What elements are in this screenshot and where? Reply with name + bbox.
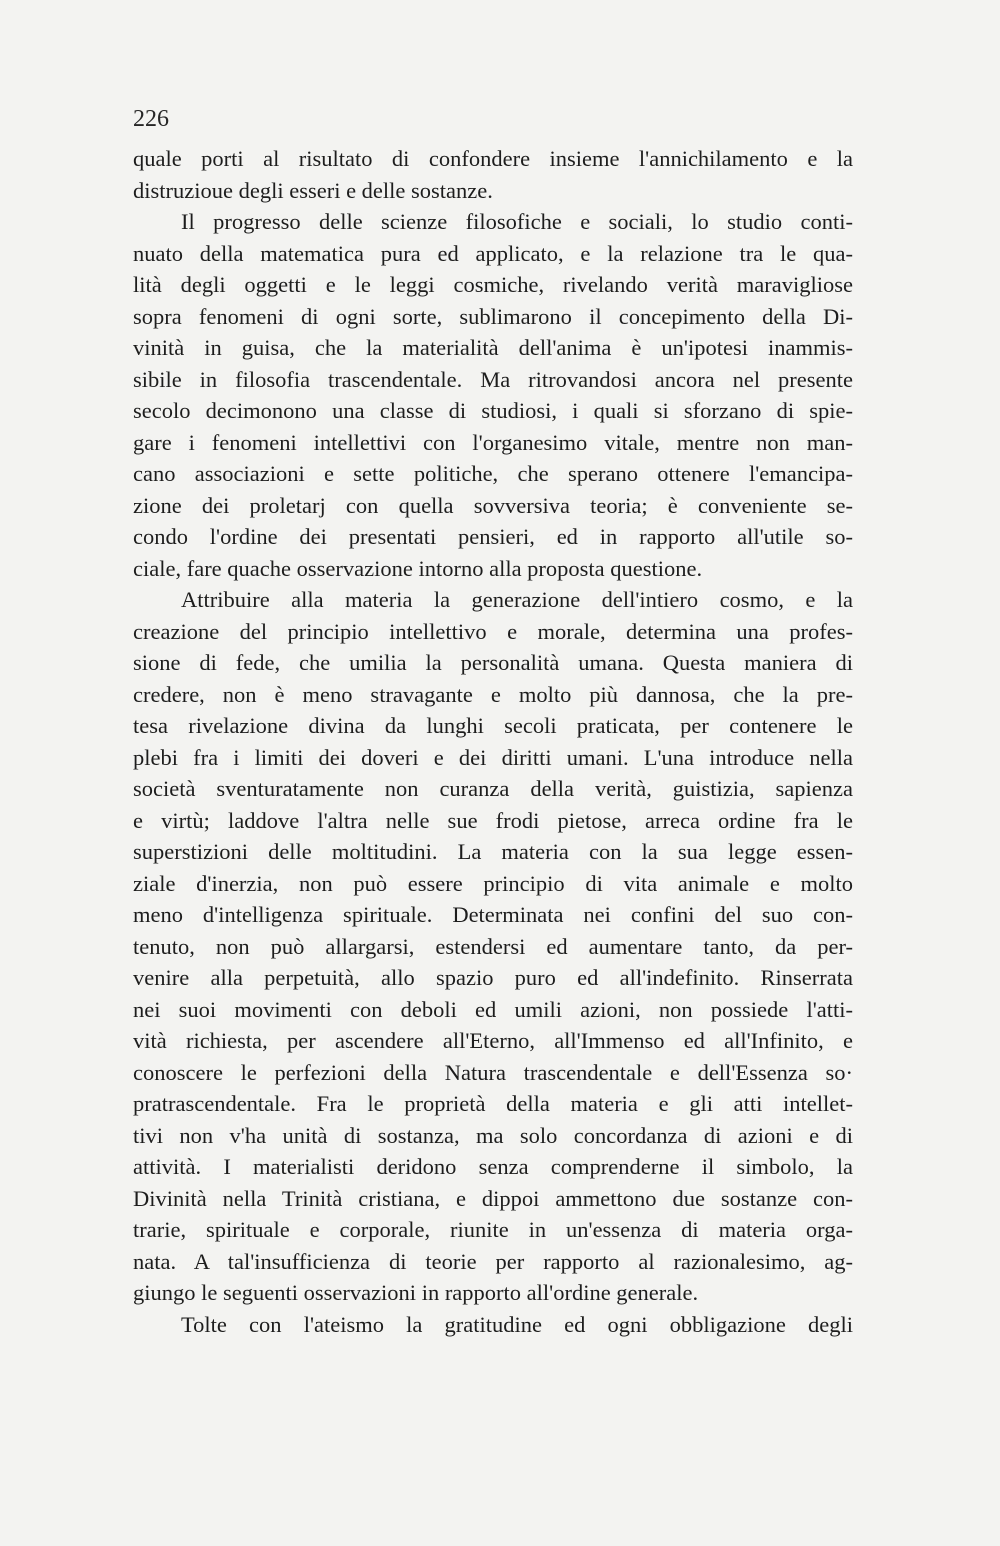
text-line: credere, non è meno stravagante e molto più dannosa, che la pre- (133, 681, 853, 707)
text-line: conoscere le perfezioni della Natura trascendentale e dell'Essenza so· (133, 1059, 853, 1085)
text-line: secolo decimonono una classe di studiosi, i quali si sforzano di spie- (133, 398, 853, 423)
text-line: distruzioue degli esseri e delle sostanze. (133, 177, 493, 203)
text-line: trarie, spirituale e corporale, riunite in un'essenza di materia orga- (133, 1217, 853, 1242)
text-line: tivi non v'ha unità di sostanza, ma solo concordanza di azioni e di (133, 1122, 853, 1148)
text-line: Divinità nella Trinità cristiana, e dippoi ammettono due sostanze con- (133, 1185, 853, 1211)
text-line: creazione del principio intellettivo e morale, determina una profes- (133, 618, 853, 644)
text-line: quale porti al risultato di confondere insieme l'annichilamento e la (133, 146, 853, 171)
text-line: Il progresso delle scienze filosofiche e sociali, lo studio conti- (181, 209, 853, 234)
text-line: cano associazioni e sette politiche, che sperano ottenere l'emancipa- (133, 461, 853, 486)
text-line: vinità in guisa, che la materialità dell'anima è un'ipotesi inammis- (133, 335, 853, 360)
text-line: superstizioni delle moltitudini. La materia con la sua legge essen- (133, 839, 853, 864)
text-line: venire alla perpetuità, allo spazio puro ed all'indefinito. Rinserrata (133, 965, 853, 990)
body-text (133, 143, 853, 1340)
text-line: attività. I materialisti deridono senza comprenderne il simbolo, la (133, 1154, 853, 1179)
text-line: condo l'ordine dei presentati pensieri, ed in rapporto all'utile so- (133, 524, 853, 549)
text-line: pratrascendentale. Fra le proprietà della materia e gli atti intellet- (133, 1091, 853, 1116)
text-line: Attribuire alla materia la generazione dell'intiero cosmo, e la (181, 587, 853, 612)
text-line: vità richiesta, per ascendere all'Eterno, all'Immenso ed all'Infinito, e (133, 1028, 853, 1053)
text-line: plebi fra i limiti dei doveri e dei diritti umani. L'una introduce nella (133, 744, 853, 770)
text-line: gare i fenomeni intellettivi con l'organesimo vitale, mentre non man- (133, 429, 853, 455)
text-line: ziale d'inerzia, non può essere principio di vita animale e molto (133, 870, 853, 896)
text-line: sione di fede, che umilia la personalità umana. Questa maniera di (133, 650, 853, 675)
text-line: Tolte con l'ateismo la gratitudine ed ogni obbligazione degli (181, 1311, 853, 1337)
text-line: nuato della matematica pura ed applicato, e la relazione tra le qua- (133, 240, 853, 266)
page-number: 226 (133, 106, 169, 132)
text-line: sopra fenomeni di ogni sorte, sublimarono il concepimento della Di- (133, 303, 853, 329)
text-line: meno d'intelligenza spirituale. Determinata nei confini del suo con- (133, 902, 853, 927)
text-line: e virtù; laddove l'altra nelle sue frodi pietose, arreca ordine fra le (133, 807, 853, 833)
text-line: tesa rivelazione divina da lunghi secoli praticata, per contenere le (133, 713, 853, 738)
text-line: nata. A tal'insufficienza di teorie per rapporto al razionalesimo, ag- (133, 1248, 853, 1274)
text-line: ciale, fare quache osservazione intorno alla proposta questione. (133, 555, 703, 581)
text-line: lità degli oggetti e le leggi cosmiche, rivelando verità maravigliose (133, 272, 853, 297)
text-line: sibile in filosofia trascendentale. Ma ritrovandosi ancora nel presente (133, 366, 853, 392)
text-line: nei suoi movimenti con deboli ed umili azioni, non possiede l'atti- (133, 996, 853, 1022)
text-line: tenuto, non può allargarsi, estendersi ed aumentare tanto, da per- (133, 933, 853, 959)
text-line: zione dei proletarj con quella sovversiva teoria; è conveniente se- (133, 492, 853, 518)
text-line: giungo le seguenti osservazioni in rapporto all'ordine generale. (133, 1280, 699, 1305)
text-line: società sventuratamente non curanza della verità, guistizia, sapienza (133, 776, 853, 801)
